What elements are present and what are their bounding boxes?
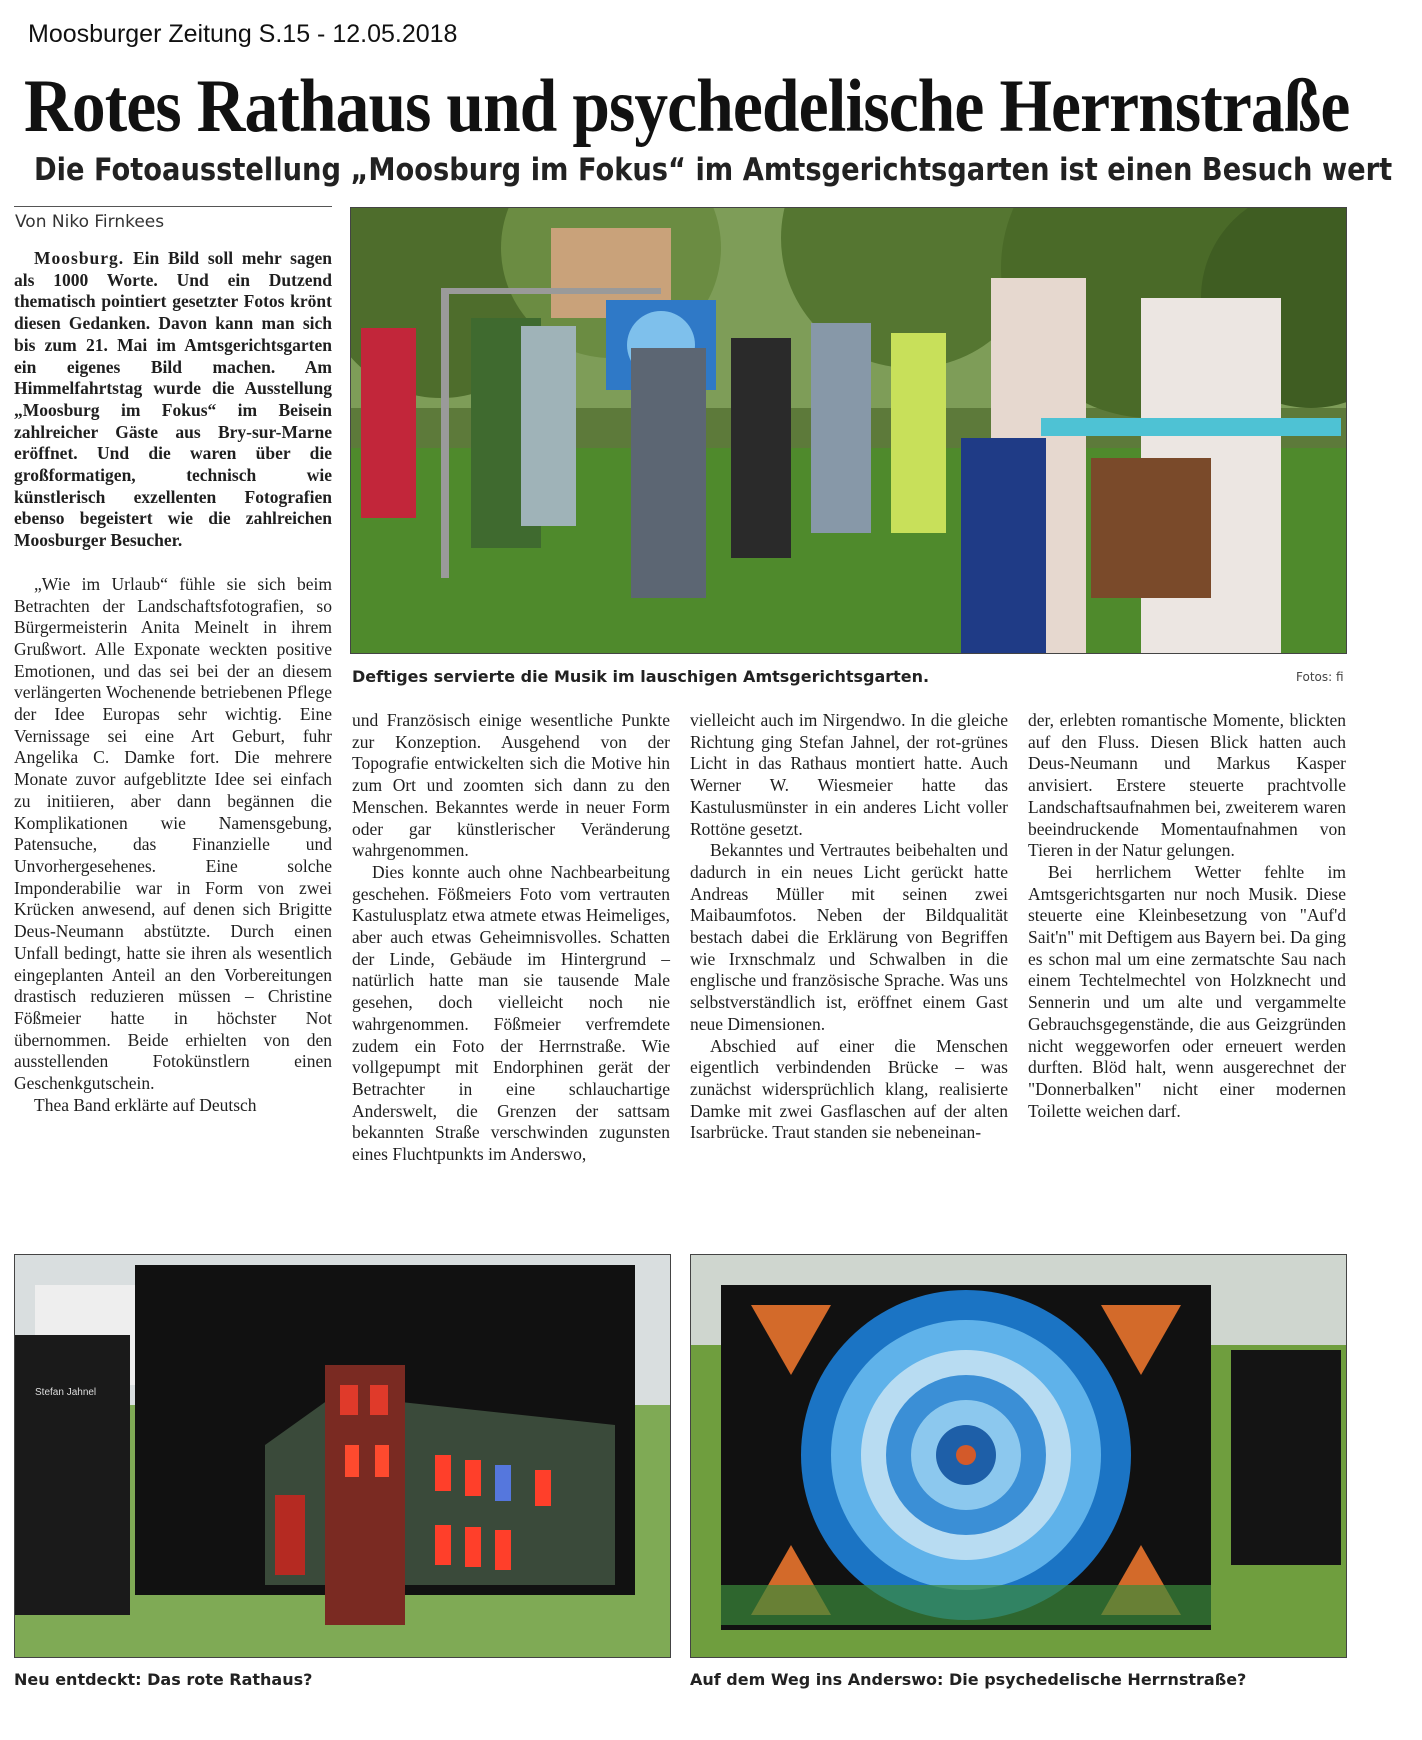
main-photo <box>350 207 1347 654</box>
paragraph: vielleicht auch im Nirgendwo. In die gleiche Richtung ging Stefan Jahnel, der rot-grünes Licht in das Rathaus montiert hatte. Auch Werner W. Wiesmeier hatte das Kastulusmünster in ein anderes Licht voller Rottöne gesetzt. <box>690 710 1008 839</box>
paragraph: Thea Band erklärte auf Deutsch <box>34 1094 257 1115</box>
lead-paragraph <box>14 248 332 552</box>
article-column-3 <box>690 710 1008 1144</box>
panel-title: Stefan Jahnel <box>35 1387 97 1398</box>
rathaus-photo <box>14 1254 671 1658</box>
article-column-2 <box>352 710 670 1166</box>
article-column-4 <box>1028 710 1346 1122</box>
rathaus-photo-image <box>15 1255 670 1657</box>
article-column-1 <box>14 248 332 1116</box>
paragraph: Abschied auf einer die Menschen eigentlich verbindenden Brücke – was zunächst widersprüchlich klang, realisierte Damke mit zwei Gasflaschen auf der alten Isarbrücke. Traut standen sie nebeneinan- <box>690 1035 1008 1143</box>
byline: Von Niko Firnkees <box>15 212 165 232</box>
lead-place: Moosburg. <box>34 248 125 268</box>
paragraph: und Französisch einige wesentliche Punkte zur Konzeption. Ausgehend von der Topografie entwickelten sich die Motive hin zum Ort und zoomten sich dann zu den Menschen. Bekanntes werde in neuer Form oder gar künstlerischer Veränderung wahrgenommen. <box>352 710 670 861</box>
main-photo-image <box>351 208 1346 653</box>
main-photo-caption: Deftiges servierte die Musik im lauschigen Amtsgerichtsgarten. <box>352 667 930 686</box>
paragraph: der, erlebten romantische Momente, blickten auf den Fluss. Diesen Blick hatten auch Deus-Neumann und Markus Kasper anvisiert. Erstere steuerte prachtvolle Landschaftsaufnahmen bei, zweiterem waren beeindruckende Momentaufnahmen von Tieren in der Natur gelungen. <box>1028 710 1346 861</box>
paragraph: Bei herrlichem Wetter fehlte im Amtsgerichtsgarten nur noch Musik. Diese steuerte eine Kleinbesetzung von "Auf'd Sait'n" mit Deftigem aus Bayern bei. Da ging es schon mal um eine zermatschte Sau nach einem Techtelmechtel von Holzknecht und Sennerin und um alte und vergammelte Gebrauchsgegenstände, die aus Geizgründen nicht weggeworfen oder erneuert werden durften. Blöd halt, wenn ausgerechnet der "Donnerbalken" nicht einer modernen Toilette weichen darf. <box>1028 861 1346 1121</box>
herrnstrasse-photo-image <box>691 1255 1346 1657</box>
lead-text: Ein Bild soll mehr sagen als 1000 Worte. Und ein Dutzend thematisch pointiert gesetzter Fotos krönt diesen Gedanken. Davon kann man sich bis zum 21. Mai im Amtsgerichtsgarten ein eigenes Bild machen. Am Himmelfahrtstag wurde die Ausstellung „Moosburg im Fokus“ im Beisein zahlreicher Gäste aus Bry-sur-Marne eröffnet. Und die waren über die großformatigen, technisch wie künstlerisch exzellenten Fotografien ebenso begeistert wie die zahlreichen Moosburger Besucher. <box>14 248 332 551</box>
paragraph: Bekanntes und Vertrautes beibehalten und dadurch in ein neues Licht gerückt hatte Andreas Müller mit seinen zwei Maibaumfotos. Neben der Bildqualität bestach dabei die Erklärung von Begriffen wie Irxnschmalz und Schwalben in die englische und französische Sprache. Was uns selbstverständlich ist, eröffnet einem Gast neue Dimensionen. <box>690 840 1008 1034</box>
source-line: Moosburger Zeitung S.15 - 12.05.2018 <box>28 20 458 48</box>
herrnstrasse-photo-caption: Auf dem Weg ins Anderswo: Die psychedelische Herrnstraße? <box>690 1670 1247 1689</box>
herrnstrasse-photo <box>690 1254 1347 1658</box>
paragraph: „Wie im Urlaub“ fühle sie sich beim Betrachten der Landschaftsfotografien, so Bürgermeisterin Anita Meinelt in ihrem Grußwort. Alle Exponate weckten positive Emotionen, und das sei bei der an diesem verlängerten Wochenende betriebenen Pflege der Idee Europas sehr wichtig. Eine Vernissage sei eine Art Geburt, fuhr Angelika C. Damke fort. Die mehrere Monate zuvor aufgeblitzte Idee sei einfach zu initiieren, aber dann begännen die Komplikationen wie Namensgebung, Patensuche, das Finanzielle und Unvorhergesehenes. Eine solche Imponderabilie war in Form von zwei Krücken anwesend, auf denen sich Brigitte Deus-Neumann abstützte. Durch einen Unfall bedingt, hatte sie ihren als wesentlich eingeplanten Anteil an den Vorbereitungen drastisch reduzieren müssen – Christine Fößmeier hatte in höchster Not übernommen. Beide erhielten von den ausstellenden Fotokünstlern einen Geschenkgutschein. <box>14 573 332 1094</box>
photo-credit: Fotos: fi <box>1296 670 1344 684</box>
byline-rule <box>14 206 332 207</box>
paragraph: Dies konnte auch ohne Nachbearbeitung geschehen. Fößmeiers Foto vom vertrauten Kastulusplatz etwa atmete etwas Heimeliges, aber auch etwas Geheimnisvolles. Schatten der Linde, Gebäude im Hintergrund – natürlich hatte man sie tausende Male gesehen, doch vielleicht noch nie wahrgenommen. Fößmeier verfremdete zudem ein Foto der Herrnstraße. Wie vollgepumpt mit Endorphinen gerät der Betrachter in eine schlauchartige Anderswelt, die Grenzen der sattsam bekannten Straße verschwinden zugunsten eines Fluchtpunkts im Anderswo, <box>352 861 670 1165</box>
rathaus-photo-caption: Neu entdeckt: Das rote Rathaus? <box>14 1670 313 1689</box>
headline: Rotes Rathaus und psychedelische Herrnstraße <box>24 65 1350 148</box>
subheadline: Die Fotoausstellung „Moosburg im Fokus“ im Amtsgerichtsgarten ist einen Besuch wert <box>34 152 1393 188</box>
